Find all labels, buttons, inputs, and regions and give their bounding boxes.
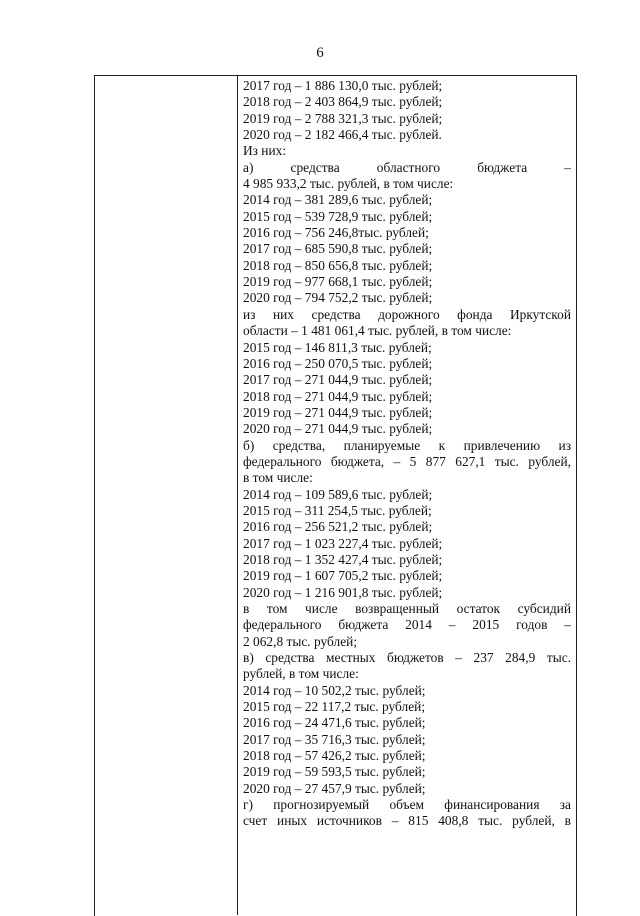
text-line: 2014 год – 381 289,6 тыс. рублей; [243,192,433,208]
text-line: в том числе возвращенный остаток субсидий [243,601,571,616]
text-line: 2020 год – 1 216 901,8 тыс. рублей; [243,584,443,600]
text-line: 2016 год – 24 471,6 тыс. рублей; [243,715,426,731]
text-line: области – 1 481 061,4 тыс. рублей, в том числе: [243,323,512,339]
text-line: 2019 год – 59 593,5 тыс. рублей; [243,764,426,780]
text-line: 2015 год – 146 811,3 тыс. рублей; [243,339,432,355]
financing-text-cell [243,78,571,830]
text-line: г) прогнозируемый объем финансирования за [243,797,571,813]
text-line: 2020 год – 794 752,2 тыс. рублей; [243,290,433,306]
text-line: 2018 год – 850 656,8 тыс. рублей; [243,257,433,273]
text-line: 2020 год – 27 457,9 тыс. рублей; [243,780,426,796]
text-line: 2015 год – 311 254,5 тыс. рублей; [243,502,432,518]
text-line: 2019 год – 1 607 705,2 тыс. рублей; [243,568,443,584]
text-line: 2018 год – 271 044,9 тыс. рублей; [243,388,433,404]
text-line: 2017 год – 1 886 130,0 тыс. рублей; [243,78,443,93]
text-line: 4 985 933,2 тыс. рублей, в том числе: [243,176,454,192]
text-line: 2017 год – 685 590,8 тыс. рублей; [243,241,433,257]
text-line: 2017 год – 1 023 227,4 тыс. рублей; [243,535,443,551]
text-line: 2016 год – 250 070,5 тыс. рублей; [243,355,433,371]
text-line: 2020 год – 2 182 466,4 тыс. рублей. [243,127,442,143]
text-line: 2020 год – 271 044,9 тыс. рублей; [243,421,433,437]
text-line: 2 062,8 тыс. рублей; [243,633,358,649]
text-line: 2019 год – 2 788 321,3 тыс. рублей; [243,110,443,126]
text-line: б) средства, планируемые к привлечению из [243,437,571,453]
text-line: 2014 год – 10 502,2 тыс. рублей; [243,682,426,698]
text-line: рублей, в том числе: [243,666,359,682]
text-line: 2014 год – 109 589,6 тыс. рублей; [243,486,433,502]
text-line: а) средства областного бюджета – [243,159,571,175]
text-line: в том числе: [243,470,313,486]
text-line: 2018 год – 57 426,2 тыс. рублей; [243,748,426,764]
table-column-divider [237,75,238,915]
text-line: 2016 год – 256 521,2 тыс. рублей; [243,519,433,535]
text-line: 2016 год – 756 246,8тыс. рублей; [243,225,429,241]
text-line: 2018 год – 2 403 864,9 тыс. рублей; [243,94,443,110]
text-line: 2018 год – 1 352 427,4 тыс. рублей; [243,551,443,567]
text-line: в) средства местных бюджетов – 237 284,9 тыс. [243,650,571,666]
text-line: 2015 год – 539 728,9 тыс. рублей; [243,208,433,224]
text-line: 2019 год – 271 044,9 тыс. рублей; [243,404,433,420]
text-line: 2019 год – 977 668,1 тыс. рублей; [243,274,433,290]
text-line: 2017 год – 271 044,9 тыс. рублей; [243,372,433,388]
text-line: федерального бюджета 2014 – 2015 годов – [243,617,571,633]
page-number: 6 [316,45,324,61]
text-line: 2015 год – 22 117,2 тыс. рублей; [243,699,426,715]
text-line: счет иных источников – 815 408,8 тыс. рублей, в [243,813,571,829]
text-line: 2017 год – 35 716,3 тыс. рублей; [243,731,426,747]
text-line: из них средства дорожного фонда Иркутской [243,306,571,322]
text-line: федерального бюджета, – 5 877 627,1 тыс. рублей, [243,453,571,469]
text-line: Из них: [243,143,287,159]
